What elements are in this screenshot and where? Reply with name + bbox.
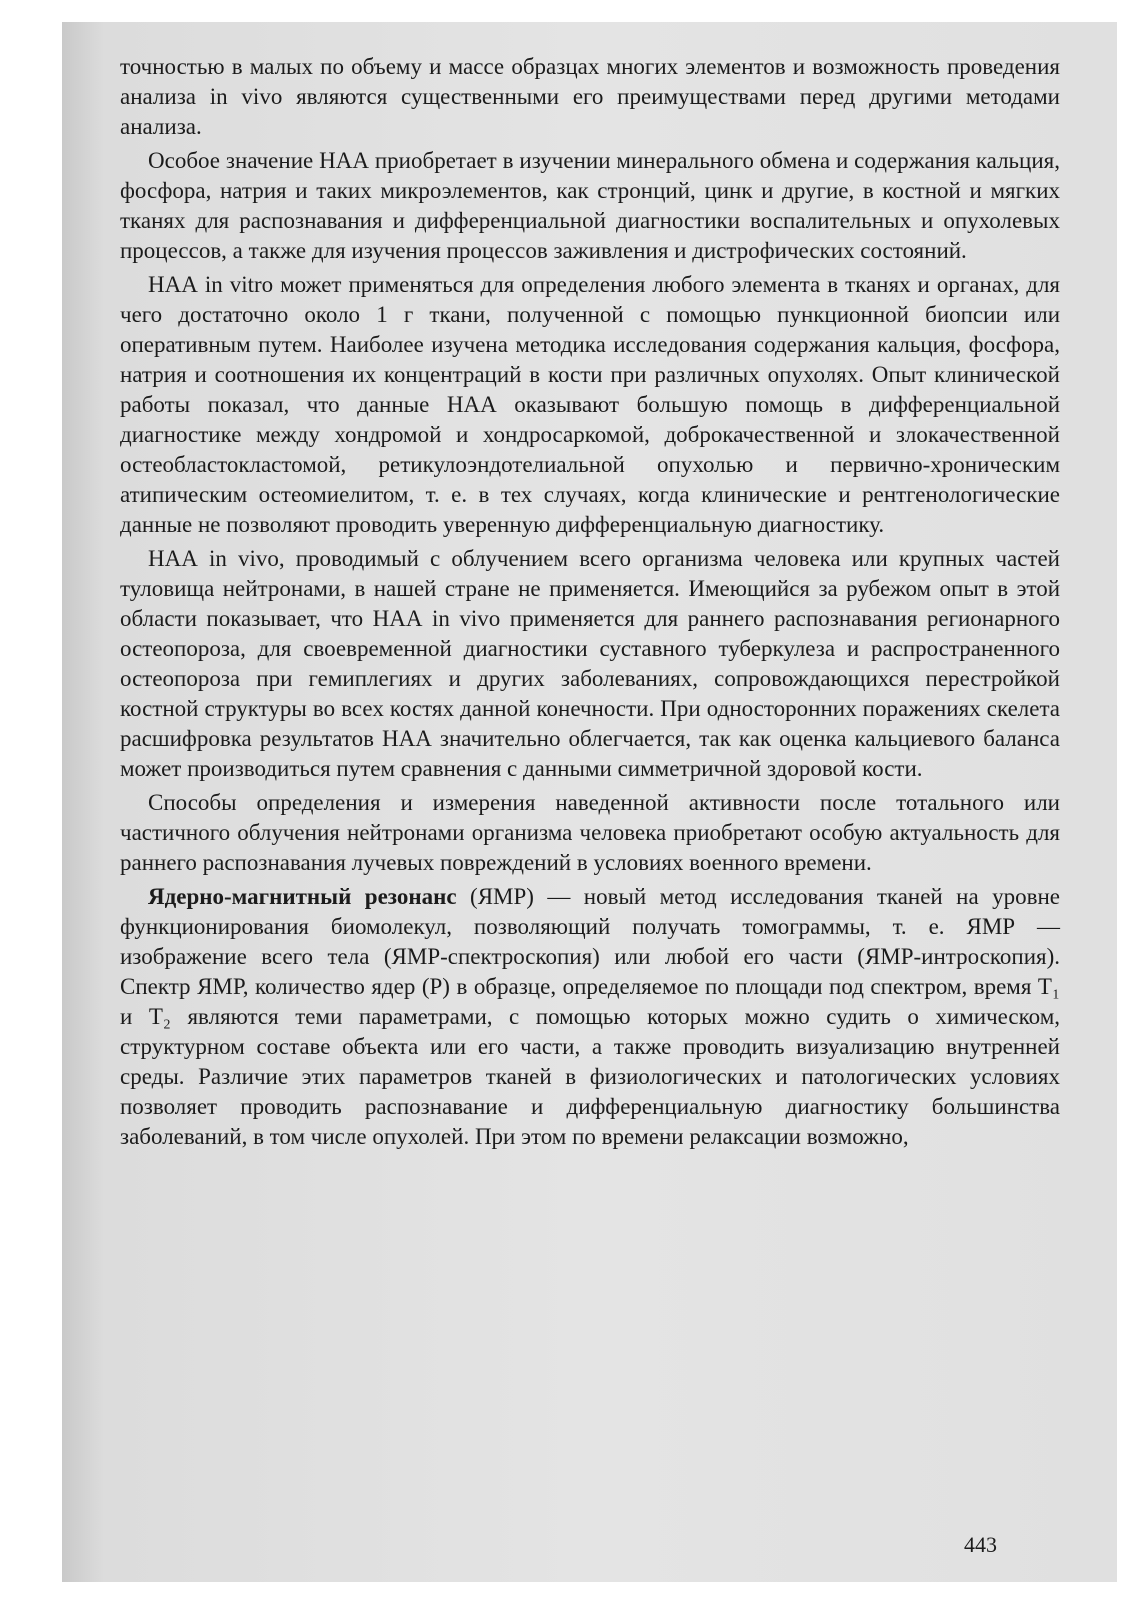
page-number: 443 [964, 1532, 997, 1557]
paragraph-4: НАА in vivo, проводимый с облучением всего организма человека или крупных частей туловища нейтронами, в нашей стране не применяется. Имеющийся за рубежом опыт в этой области показывает, что НАА in vivo применяется для раннего распознавания регионарного остеопороза, для своевременной диагностики суставного туберкулеза и распространенного остеопороза при гемиплегиях и других заболеваниях, сопровождающихся перестройкой костной структуры во всех костях данной конечности. При односторонних поражениях скелета расшифровка результатов НАА значительно облегчается, так как оценка кальциевого баланса может производиться путем сравнения с данными симметричной здоровой кости. [120, 546, 1060, 781]
term-nmr: Ядерно-магнитный резонанс [148, 884, 457, 909]
paragraph-1: точностью в малых по объему и массе образцах многих элементов и возможность проведения анализа in vivo являются существенными его преимуществами перед другими методами анализа. [120, 54, 1060, 139]
book-page [62, 22, 1117, 1582]
body-text [120, 52, 1060, 1152]
paragraph-2: Особое значение НАА приобретает в изучении минерального обмена и содержания кальция, фосфора, натрия и таких микроэлементов, как стронций, цинк и другие, в костной и мягких тканях для распознавания и дифференциальной диагностики воспалительных и опухолевых процессов, а также для изучения процессов заживления и дистрофических состояний. [120, 148, 1060, 263]
paragraph-6-text: (ЯМР) — новый метод исследования тканей на уровне функционирования биомолекул, позволяющий получать томограммы, т. е. ЯМР — изображение всего тела (ЯМР-спектроскопия) или любой его части (ЯМР-интроскопия). Спектр ЯМР, количество ядер (Р) в образце, определяемое по площади под спектром, время T₁ и T₂ являются теми параметрами, с помощью которых можно судить о химическом, структурном составе объекта или его части, а также проводить визуализацию внутренней среды. Различие этих параметров тканей в физиологических и патологических условиях позволяет проводить распознавание и дифференциальную диагностику большинства заболеваний, в том числе опухолей. При этом по времени релаксации возможно, [120, 884, 1060, 1149]
paragraph-5: Способы определения и измерения наведенной активности после тотального или частичного облучения нейтронами организма человека приобретают особую актуальность для раннего распознавания лучевых повреждений в условиях военного времени. [120, 790, 1060, 875]
paragraph-3: НАА in vitro может применяться для определения любого элемента в тканях и органах, для чего достаточно около 1 г ткани, полученной с помощью пункционной биопсии или оперативным путем. Наиболее изучена методика исследования содержания кальция, фосфора, натрия и соотношения их концентраций в кости при различных опухолях. Опыт клинической работы показал, что данные НАА оказывают большую помощь в дифференциальной диагностике между хондромой и хондросаркомой, доброкачественной и злокачественной остеобластокластомой, ретикулоэндотелиальной опухолью и первично-хроническим атипическим остеомиелитом, т. е. в тех случаях, когда клинические и рентгенологические данные не позволяют проводить уверенную дифференциальную диагностику. [120, 272, 1060, 537]
paragraph-6 [120, 882, 1060, 1152]
